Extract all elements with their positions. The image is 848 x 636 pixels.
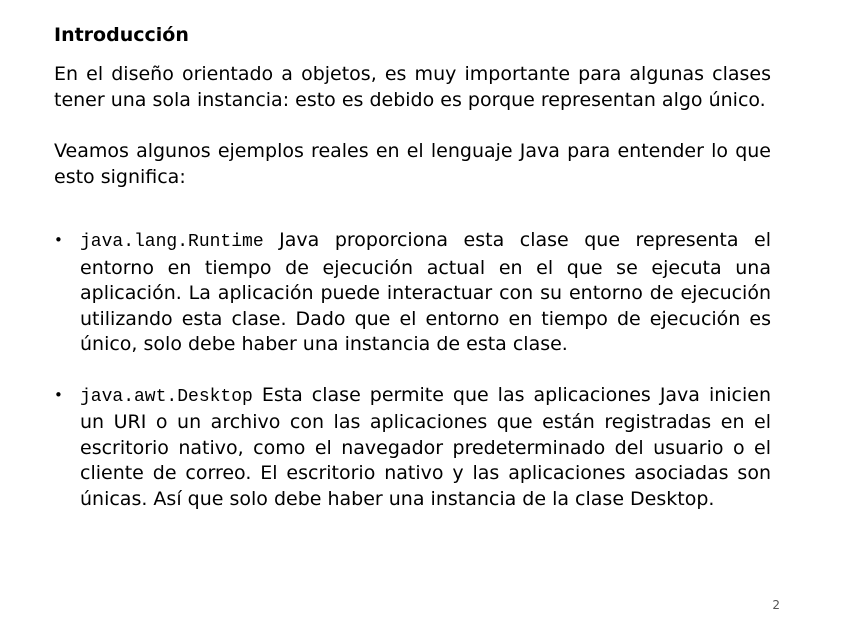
list-item-runtime <box>54 228 771 358</box>
class-name-code: java.awt.Desktop <box>80 386 253 407</box>
list-item-text: Esta clase permite que las aplicaciones Java inicien un URI o un archivo con las aplicaciones que están registradas en el escritorio nativo, como el navegador predeterminado del usuario o el cliente de correo. El escritorio nativo y las aplicaciones asociadas son únicas. Así que solo debe haber una instancia de la clase Desktop. <box>80 383 771 510</box>
list-item-desktop <box>54 383 771 513</box>
document-page <box>54 22 771 537</box>
examples-list <box>54 228 771 512</box>
list-item-text: Java proporciona esta clase que representa el entorno en tiempo de ejecución actual en el que se ejecuta una aplicación. La aplicación puede interactuar con su entorno de ejecución utilizando esta clase. Dado que el entorno en tiempo de ejecución es único, solo debe haber una instancia de esta clase. <box>80 229 771 355</box>
class-name-code: java.lang.Runtime <box>80 232 264 252</box>
bullet-icon: • <box>54 231 63 249</box>
examples-paragraph: Veamos algunos ejemplos reales en el lenguaje Java para entender lo que esto significa: <box>54 140 771 188</box>
section-heading: Introducción <box>54 24 189 46</box>
intro-paragraph: En el diseño orientado a objetos, es muy importante para algunas clases tener una sola instancia: esto es debido es porque representan algo único. <box>54 63 771 111</box>
page-number: 2 <box>772 598 780 612</box>
bullet-icon: • <box>54 385 63 404</box>
